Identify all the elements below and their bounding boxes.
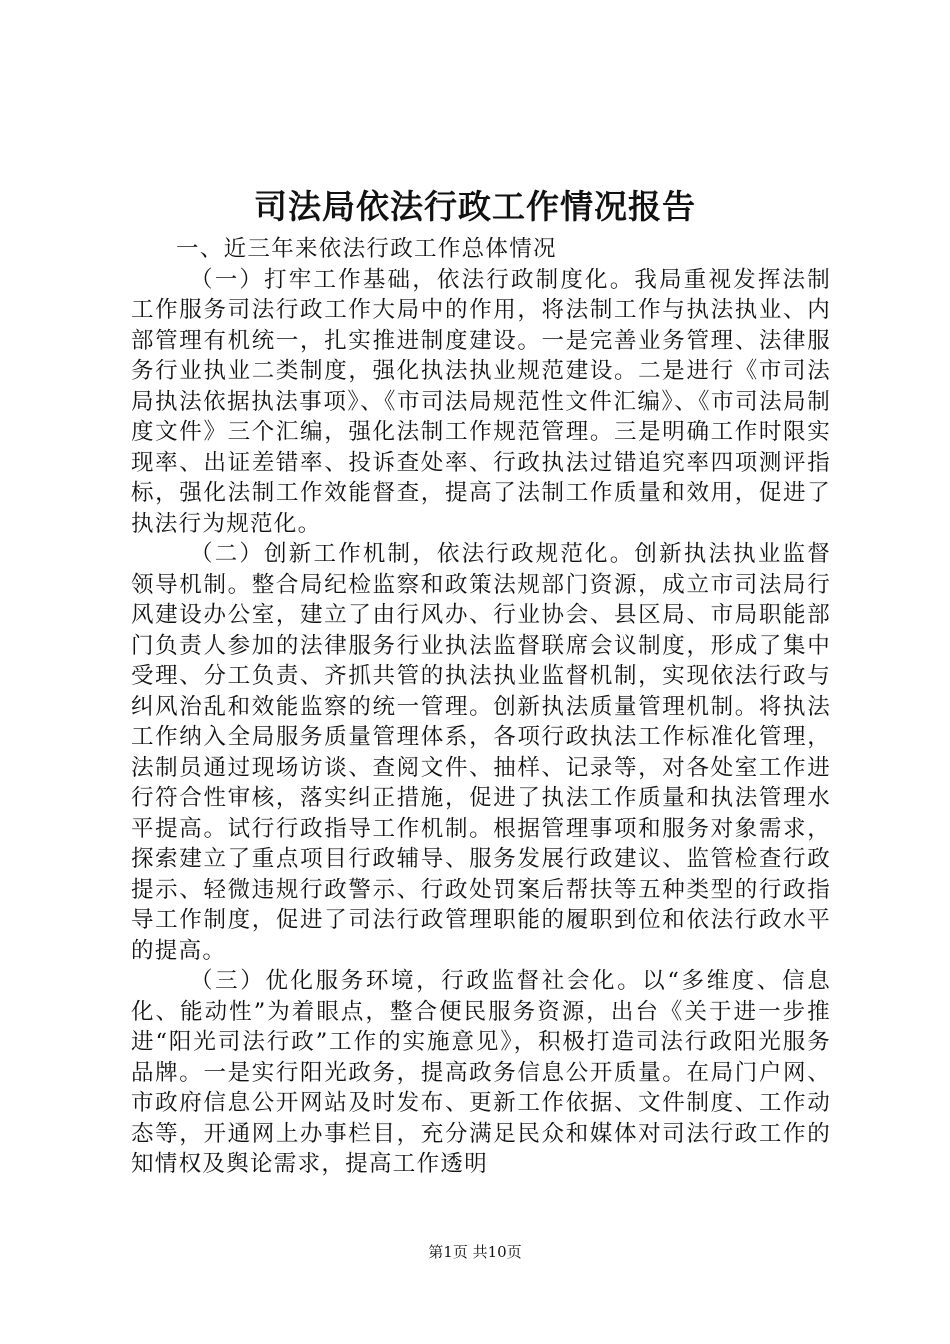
document-body bbox=[131, 234, 831, 1180]
section-heading: 一、近三年来依法行政工作总体情况 bbox=[176, 236, 557, 262]
document-title: 司法局依法行政工作情况报告 bbox=[254, 187, 696, 226]
paragraph-3: （三）优化服务环境，行政监督社会化。以“多维度、信息化、能动性”为着眼点，整合便民服务资源，出台《关于进一步推进“阳光司法行政”工作的实施意见》，积极打造司法行政阳光服务品牌。一是实行阳光政务，提高政务信息公开质量。在局门户网、市政府信息公开网站及时发布、更新工作依据、文件制度、工作动态等，开通网上办事栏目，充分满足民众和媒体对司法行政工作的知情权及舆论需求，提高工作透明 bbox=[131, 968, 831, 1177]
page-number-footer: 第1页 共10页 bbox=[428, 1243, 522, 1261]
paragraph-1: （一）打牢工作基础，依法行政制度化。我局重视发挥法制工作服务司法行政工作大局中的作用，将法制工作与执法执业、内部管理有机统一，扎实推进制度建设。一是完善业务管理、法律服务行业执业二类制度，强化执法执业规范建设。二是进行《市司法局执法依据执法事项》、《市司法局规范性文件汇编》、《市司法局制度文件》三个汇编，强化法制工作规范管理。三是明确工作时限实现率、出证差错率、投诉查处率、行政执法过错追究率四项测评指标，强化法制工作效能督查，提高了法制工作质量和效用，促进了执法行为规范化。 bbox=[131, 266, 831, 537]
paragraph-2: （二）创新工作机制，依法行政规范化。创新执法执业监督领导机制。整合局纪检监察和政策法规部门资源，成立市司法局行风建设办公室，建立了由行风办、行业协会、县区局、市局职能部门负责人参加的法律服务行业执法监督联席会议制度，形成了集中受理、分工负责、齐抓共管的执法执业监督机制，实现依法行政与纠风治乱和效能监察的统一管理。创新执法质量管理机制。将执法工作纳入全局服务质量管理体系，各项行政执法工作标准化管理，法制员通过现场访谈、查阅文件、抽样、记录等，对各处室工作进行符合性审核，落实纠正措施，促进了执法工作质量和执法管理水平提高。试行行政指导工作机制。根据管理事项和服务对象需求，探索建立了重点项目行政辅导、服务发展行政建议、监管检查行政提示、轻微违规行政警示、行政处罚案后帮扶等五种类型的行政指导工作制度，促进了司法行政管理职能的履职到位和依法行政水平的提高。 bbox=[131, 541, 831, 964]
